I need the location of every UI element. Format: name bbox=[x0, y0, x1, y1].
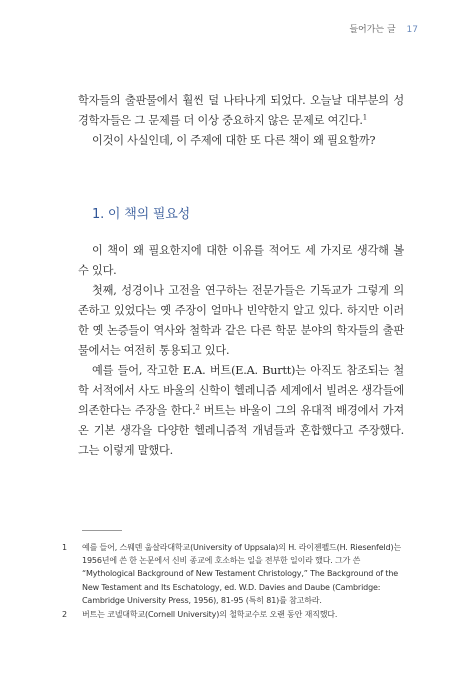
footnote-ref: 2 bbox=[195, 403, 200, 412]
footnote-ref: 1 bbox=[362, 113, 368, 122]
section-heading: 1. 이 책의 필요성 bbox=[92, 207, 190, 222]
paragraph: 첫째, 성경이나 고전을 연구하는 전문가들은 기독교가 그렇게 의존하고 있었다는 옛 주장이 얼마나 빈약한지 알고 있다. 하지만 이러한 옛 논증들이 역사와 철학과 같은 다른 학문 분야의 학자들의 출판물에서는 여전히 통용되고 있다. bbox=[78, 284, 404, 357]
footnote-text: 예를 들어, 스웨덴 웁살라대학교(University of Uppsala)의 H. 라이젠펠드(H. Riesenfeld)는 1956년에 쓴 한 논문에서 신비 종교에 호소하는 일을 전부한 일이라 했다. 그가 쓴 “Mythological Background of New Testament Christology,” The Background of the New Testament and Its Eschatology, ed. W.D. Davies and Daube (Cambridge: Cambridge University Press, 1956), 81-95 (특히 81)를 참고하라. bbox=[82, 543, 402, 605]
footnote bbox=[62, 608, 408, 621]
footnote-text: 버트는 코넬대학교(Cornell University)의 철학교수로 오랜 동안 재직했다. bbox=[82, 610, 338, 620]
body-text-bottom bbox=[78, 241, 404, 461]
body-text-top bbox=[78, 91, 404, 151]
paragraph: 예를 들어, 작고한 E.A. 버트(E.A. Burtt)는 아직도 참조되는 철학 서적에서 사도 바울의 신학이 헬레니즘 세계에서 빌려온 생각들에 의존한다는 주장을 한다.$^2$ 버트는 바울이 그의 유대적 배경에서 가져온 기본 생각을 다양한 헬레니즘적 개념들과 혼합했다고 주장했다. 그는 이렇게 말했다. bbox=[78, 364, 404, 457]
chapter-title: 들어가는 글 bbox=[349, 25, 396, 35]
footnote-divider bbox=[82, 530, 122, 531]
running-head bbox=[349, 22, 418, 35]
paragraph: 이 책이 왜 필요한지에 대한 이유를 적어도 세 가지로 생각해 볼 수 있다. bbox=[78, 244, 404, 277]
footnote bbox=[62, 541, 408, 607]
paragraph: 학자들의 출판물에서 훨씬 덜 나타나게 되었다. 오늘날 대부분의 성경학자들은 그 문제를 더 이상 중요하지 않은 문제로 여긴다.$^1$ bbox=[78, 94, 404, 127]
footnotes bbox=[62, 541, 408, 621]
footnote-number: 2 bbox=[62, 610, 67, 620]
footnote-number: 1 bbox=[62, 543, 67, 552]
paragraph: 이것이 사실인데, 이 주제에 대한 또 다른 책이 왜 필요할까? bbox=[92, 134, 376, 147]
page-number: 17 bbox=[406, 25, 418, 35]
